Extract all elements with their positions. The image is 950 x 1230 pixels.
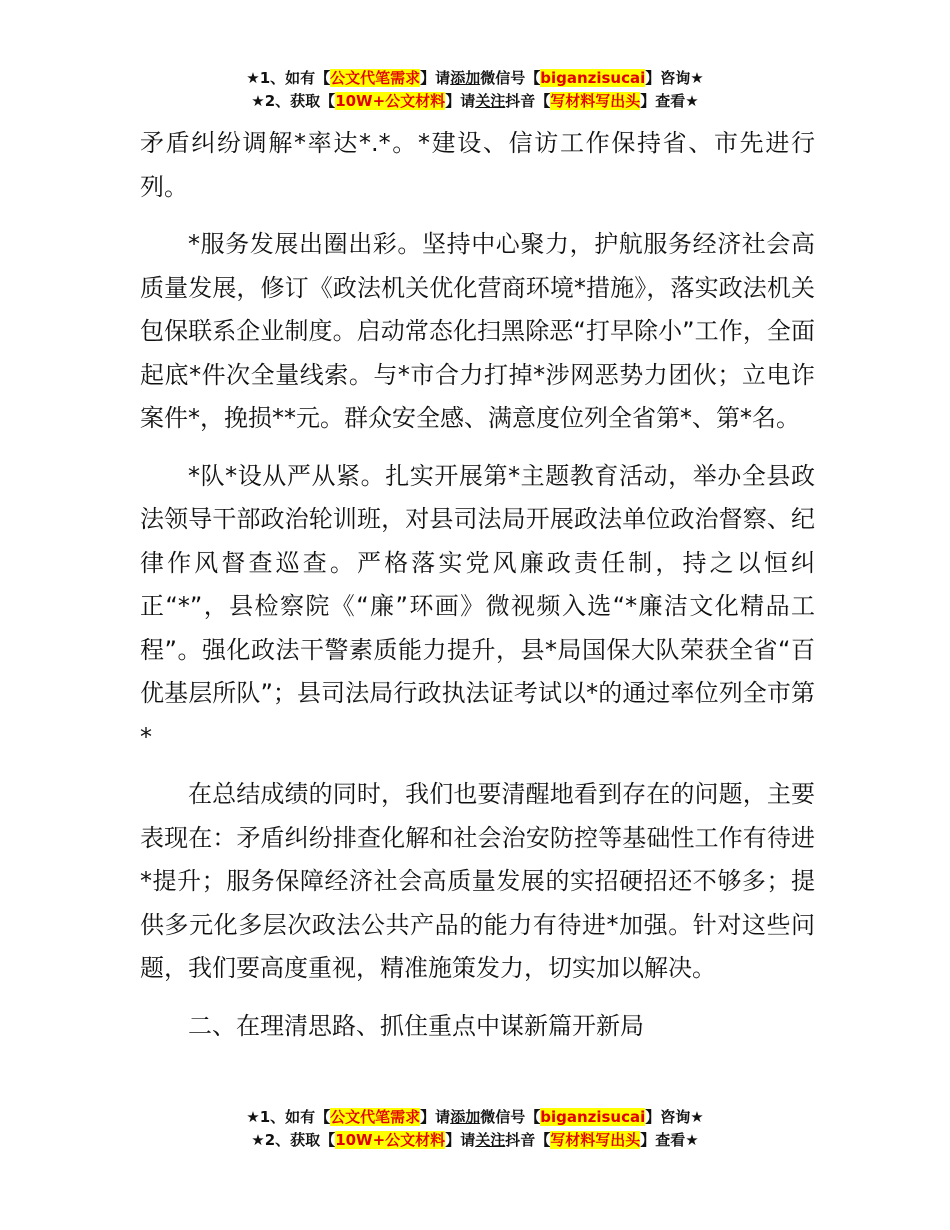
banner-underline: 关注 [475,1131,506,1149]
paragraph-2: *服务发展出圈出彩。坚持中心聚力，护航服务经济社会高质量发展，修订《政法机关优化营商环境*措施》，落实政法机关包保联系企业制度。启动常态化扫黑除恶“打早除小”工作，全面起底*件次全量线索。与*市合力打掉*涉网恶势力团伙；立电诈案件*，挽损**元。群众安全感、满意度位列全省第*、第*名。 [140,230,815,432]
banner-text: ★2、获取【 [251,92,336,110]
banner-line-1 [0,67,950,90]
banner-highlight: 10W+公文材料 [335,1131,446,1149]
banner-line-2 [0,90,950,113]
banner-underline: 添加 [450,1108,481,1126]
banner-text: 】请 [445,92,476,110]
banner-highlight: 公文代笔需求 [330,1108,421,1126]
banner-underline: 添加 [450,69,481,87]
banner-text: 】查看★ [640,1131,699,1149]
banner-text: 微信号【 [480,1108,541,1126]
banner-text: 】查看★ [640,92,699,110]
banner-highlight: biganzisucai [540,69,646,87]
banner-text: ★1、如有【 [246,69,331,87]
banner-underline: 关注 [475,92,506,110]
section-heading: 二、在理清思路、抓住重点中谋新篇开新局 [188,1011,644,1040]
banner-text: 】请 [445,1131,476,1149]
banner-text: 】咨询★ [645,1108,704,1126]
banner-text: 】请 [420,1108,451,1126]
paragraph-1: 矛盾纠纷调解*率达*.*。*建设、信访工作保持省、市先进行列。 [140,129,815,201]
banner-text: 抖音【 [505,1131,551,1149]
banner-highlight: 写材料写出头 [550,92,641,110]
paragraph-3: *队*设从严从紧。扎实开展第*主题教育活动，举办全县政法领导干部政治轮训班，对县司法局开展政法单位政治督察、纪律作风督查巡查。严格落实党风廉政责任制，持之以恒纠正“*”，县检察院《“廉”环画》微视频入选“*廉洁文化精品工程”。强化政法干警素质能力提升，县*局国保大队荣获全省“百优基层所队”；县司法局行政执法证考试以*的通过率位列全市第* [140,461,815,751]
paragraph-4: 在总结成绩的同时，我们也要清醒地看到存在的问题，主要表现在：矛盾纠纷排查化解和社会治安防控等基础性工作有待进*提升；服务保障经济社会高质量发展的实招硬招还不够多；提供多元化多层次政法公共产品的能力有待进*加强。针对这些问题，我们要高度重视，精准施策发力，切实加以解决。 [140,780,815,982]
banner-highlight: 10W+公文材料 [335,92,446,110]
document-body [140,122,815,1048]
banner-line-2 [0,1129,950,1152]
banner-text: 微信号【 [480,69,541,87]
banner-text: ★1、如有【 [246,1108,331,1126]
banner-highlight: 公文代笔需求 [330,69,421,87]
header-banner [0,67,950,113]
banner-text: 】请 [420,69,451,87]
banner-text: 】咨询★ [645,69,704,87]
footer-banner [0,1106,950,1152]
banner-text: ★2、获取【 [251,1131,336,1149]
banner-text: 抖音【 [505,92,551,110]
banner-highlight: biganzisucai [540,1108,646,1126]
banner-highlight: 写材料写出头 [550,1131,641,1149]
banner-line-1 [0,1106,950,1129]
